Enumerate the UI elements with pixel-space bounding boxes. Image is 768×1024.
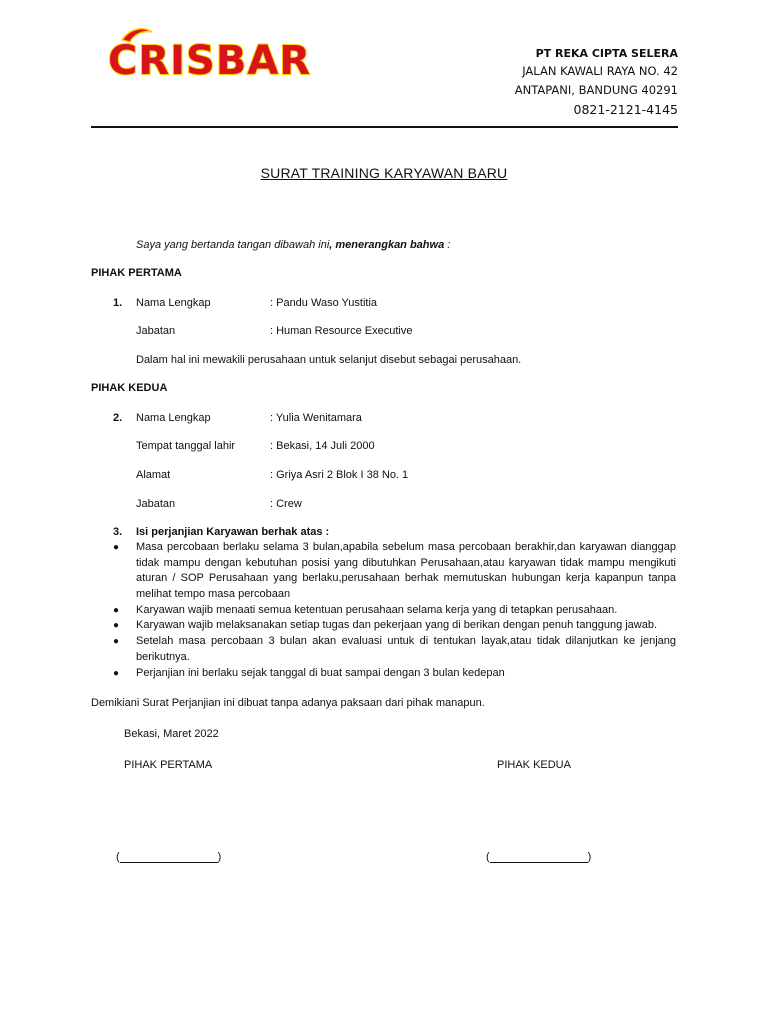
- document-title: SURAT TRAINING KARYAWAN BARU: [260, 165, 508, 181]
- crisbar-logo: [104, 26, 322, 82]
- crisbar-logo-graphic: [104, 26, 322, 82]
- bullet-icon: ●: [113, 542, 120, 553]
- pihak-kedua-number: 2.: [113, 412, 123, 424]
- signature-line-left: [116, 850, 221, 863]
- pihak-kedua-heading: PIHAK KEDUA: [91, 382, 168, 394]
- pp-jabatan-label: Jabatan: [136, 325, 176, 337]
- paren-close: ): [587, 851, 592, 863]
- pp-note: Dalam hal ini mewakili perusahaan untuk selanjut disebut sebagai perusahaan.: [136, 354, 522, 366]
- paren-open: (: [486, 851, 490, 863]
- pk-alamat-value: : Griya Asri 2 Blok I 38 No. 1: [270, 469, 409, 481]
- pihak-pertama-heading: PIHAK PERTAMA: [91, 267, 182, 279]
- pp-name-value: : Pandu Waso Yustitia: [270, 297, 378, 309]
- intro-part-3: :: [444, 239, 451, 251]
- signature-blank: [120, 850, 218, 863]
- pihak-pertama-number: 1.: [113, 297, 123, 309]
- company-info: [515, 46, 678, 120]
- company-address-2: ANTAPANI, BANDUNG 40291: [514, 83, 678, 97]
- pp-name-label: Nama Lengkap: [136, 297, 211, 309]
- perjanjian-number: 3.: [113, 526, 123, 538]
- company-name: PT REKA CIPTA SELERA: [535, 47, 678, 60]
- pp-jabatan-value: : Human Resource Executive: [270, 325, 413, 337]
- pk-name-value: : Yulia Wenitamara: [270, 412, 362, 424]
- paren-close: ): [217, 851, 222, 863]
- signature-label-left: PIHAK PERTAMA: [124, 759, 213, 771]
- bullet-icon: ●: [113, 636, 120, 647]
- company-address-1: JALAN KAWALI RAYA NO. 42: [522, 64, 678, 78]
- place-date: Bekasi, Maret 2022: [124, 728, 219, 740]
- pk-jabatan-value: : Crew: [270, 498, 302, 510]
- bullet-icon: ●: [113, 620, 120, 631]
- intro-part-1: Saya yang bertanda tangan dibawah ini: [136, 239, 330, 251]
- signature-line-right: [486, 850, 591, 863]
- perjanjian-item-1: Masa percobaan berlaku selama 3 bulan,apabila sebelum masa percobaan berakhir,dan karyawan dianggap tidak mampu dengan kebutuhan posisi yang dibutuhkan Perusahaan,atau karyawan tidak mampu mengikuti aturan / SOP Perusahaan yang berlaku,perusahaan berhak memutuskan hubungan kerja kapanpun tanpa melihat tempo masa percobaan: [136, 541, 676, 600]
- header-divider: [91, 126, 678, 128]
- paren-open: (: [116, 851, 120, 863]
- logo-text: CRISBAR: [108, 38, 312, 82]
- intro-statement: [136, 238, 450, 252]
- closing-statement: Demikiani Surat Perjanjian ini dibuat tanpa adanya paksaan dari pihak manapun.: [91, 697, 485, 709]
- signature-blank: [490, 850, 588, 863]
- perjanjian-heading: Isi perjanjian Karyawan berhak atas :: [136, 526, 330, 538]
- signature-label-right: PIHAK KEDUA: [497, 759, 571, 771]
- perjanjian-item-2: Karyawan wajib menaati semua ketentuan perusahaan selama kerja yang di tetapkan perusahaan.: [136, 604, 618, 616]
- pk-jabatan-label: Jabatan: [136, 498, 176, 510]
- bullet-icon: ●: [113, 668, 120, 679]
- pk-ttl-label: Tempat tanggal lahir: [136, 440, 236, 452]
- pk-alamat-label: Alamat: [136, 469, 171, 481]
- perjanjian-item-5: Perjanjian ini berlaku sejak tanggal di buat sampai dengan 3 bulan kedepan: [136, 667, 505, 679]
- perjanjian-item-4: Setelah masa percobaan 3 bulan akan evaluasi untuk di tentukan layak,atau tidak dilanjutkan ke jenjang berikutnya.: [136, 635, 676, 663]
- pk-ttl-value: : Bekasi, 14 Juli 2000: [270, 440, 375, 452]
- company-phone: 0821-2121-4145: [573, 102, 678, 117]
- pk-name-label: Nama Lengkap: [136, 412, 211, 424]
- bullet-icon: ●: [113, 605, 120, 616]
- perjanjian-item-3: Karyawan wajib melaksanakan setiap tugas dan pekerjaan yang di berikan dengan penuh tanggung jawab.: [136, 619, 658, 631]
- intro-part-2: , menerangkan bahwa: [329, 239, 445, 251]
